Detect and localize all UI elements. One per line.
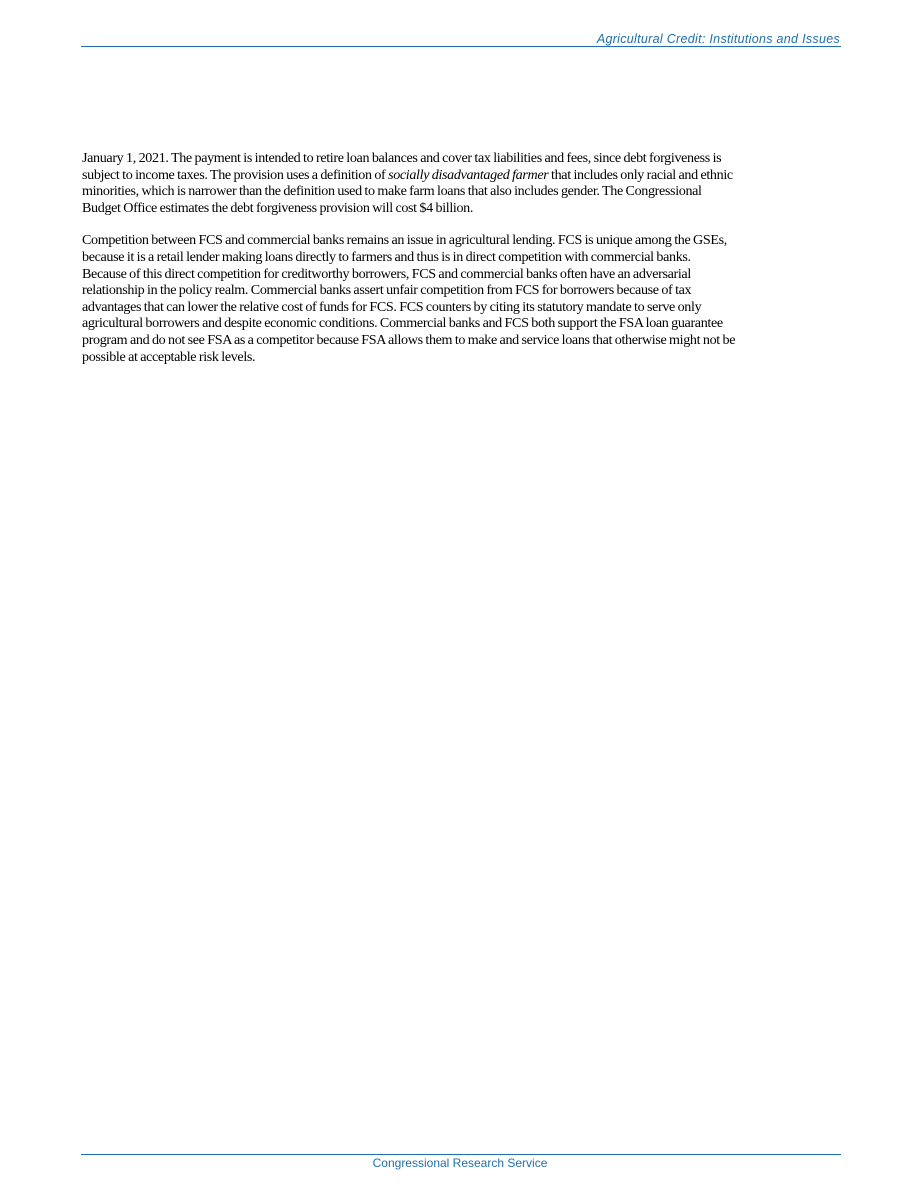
text-line: agricultural borrowers and despite economic conditions. Commercial banks and FCS both support the FSA loan guarantee bbox=[82, 315, 723, 332]
footer-publisher: Congressional Research Service bbox=[372, 1156, 548, 1170]
text-line: relationship in the policy realm. Commercial banks assert unfair competition from FCS for borrowers because of tax bbox=[82, 282, 692, 299]
defined-term: socially disadvantaged farmer bbox=[388, 166, 549, 183]
text-line: program and do not see FSA as a competitor because FSA allows them to make and service loans that otherwise might not be bbox=[82, 331, 736, 348]
header-divider bbox=[81, 46, 841, 47]
text-segment: subject to income taxes. The provision uses a definition of bbox=[82, 166, 389, 183]
text-line: Competition between FCS and commercial banks remains an issue in agricultural lending. FCS is unique among the GSEs, bbox=[82, 232, 727, 249]
text-line: Budget Office estimates the debt forgiveness provision will cost $4 billion. bbox=[82, 199, 474, 216]
text-line: advantages that can lower the relative cost of funds for FCS. FCS counters by citing its statutory mandate to serve only bbox=[82, 298, 702, 315]
document-body bbox=[82, 150, 842, 381]
paragraph-debt-forgiveness bbox=[82, 150, 842, 216]
paragraph-competition bbox=[82, 232, 842, 365]
running-header-title: Agricultural Credit: Institutions and Issues bbox=[596, 32, 840, 46]
text-line bbox=[82, 167, 842, 184]
text-line: Because of this direct competition for creditworthy borrowers, FCS and commercial banks often have an adversarial bbox=[82, 265, 691, 282]
footer-divider bbox=[81, 1154, 841, 1155]
text-segment: that includes only racial and ethnic bbox=[548, 166, 733, 183]
text-line: January 1, 2021. The payment is intended to retire loan balances and cover tax liabilities and fees, since debt forgiveness is bbox=[82, 150, 722, 166]
text-line: minorities, which is narrower than the definition used to make farm loans that also includes gender. The Congressional bbox=[82, 183, 702, 200]
text-line: possible at acceptable risk levels. bbox=[82, 348, 256, 365]
text-line: because it is a retail lender making loans directly to farmers and thus is in direct competition with commercial banks. bbox=[82, 248, 691, 265]
